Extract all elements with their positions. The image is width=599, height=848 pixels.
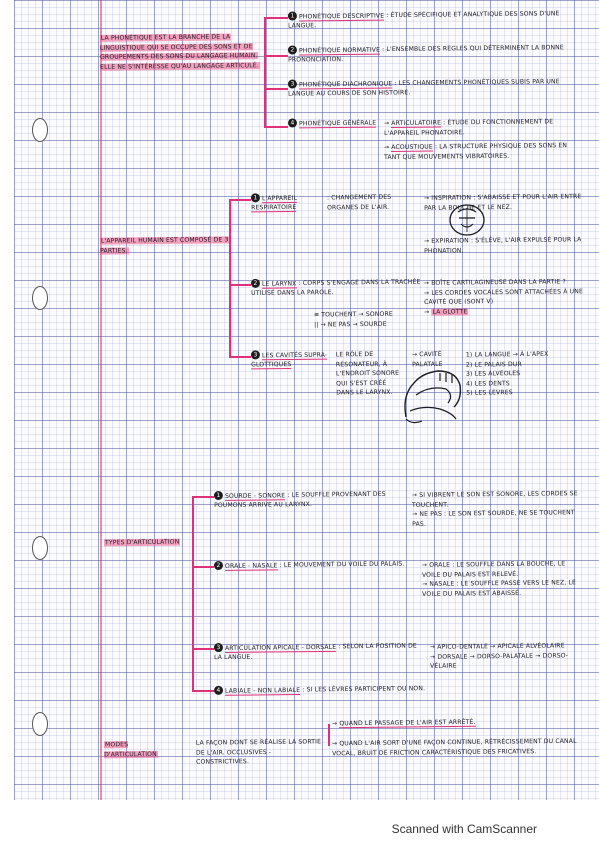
branch-desc: L'ENSEMBLE DES RÈGLES QUI DÉTERMINENT LA BONNE PRONONCIATION.	[288, 44, 564, 64]
bracket-line	[229, 199, 251, 201]
organ-item: 5) LES LÈVRES	[466, 389, 513, 397]
part-desc: CORPS S'ENGAGE DANS LA TRACHÉE UTILISÉ DANS LA PAROLE.	[251, 278, 421, 297]
number-badge: 1	[214, 491, 223, 500]
bracket-line	[264, 17, 266, 127]
part-desc: LE RÔLE DE RÉSONATEUR, À L'ENDROIT SONORE QUI S'EST CRÉÉ DANS LE LARYNX.	[335, 350, 400, 397]
bracket-line	[229, 199, 231, 356]
part-term: L'APPAREIL RESPIRATOIRE	[251, 194, 298, 212]
branch-4-articulatory: → ARTICULATOIRE : ÉTUDE DU FONCTIONNEMENT DE L'APPAREIL PHONATOIRE.	[383, 118, 554, 137]
expiration-text: EXPIRATION : S'ÉLÈVE, L'AIR EXPULSÉ POUR LA PHONATION.	[424, 236, 582, 255]
branch-term: PHONÉTIQUE GÉNÉRALE	[298, 119, 377, 127]
binder-hole	[32, 118, 48, 142]
branch-term: PHONÉTIQUE DESCRIPTIVE	[298, 12, 385, 20]
scanned-with-label: Scanned with CamScanner	[391, 822, 537, 836]
organs-head-text: CAVITÉ PALATALE	[412, 350, 443, 368]
sub-term: ACOUSTIQUE	[391, 143, 433, 151]
margin-line	[100, 0, 102, 800]
larynx-vibration-note	[314, 309, 414, 329]
type-term: LABIALE - NON LABIALE	[224, 686, 301, 695]
branch-4	[288, 118, 383, 129]
number-badge: 3	[214, 643, 223, 652]
bracket-line	[328, 724, 330, 746]
inspiration-text: INSPIRATION : S'ABAISSE ET POUR L'AIR ENTRE PAR LA BOUCHE ET LE NEZ.	[424, 193, 582, 212]
type-apicale-dorsale-notes	[430, 641, 584, 671]
bracket-line	[192, 648, 214, 650]
occlusive-text: QUAND LE PASSAGE DE L'AIR EST ARRÊTÉ.	[339, 718, 476, 728]
bracket-line	[192, 496, 214, 498]
bracket-line	[264, 88, 288, 90]
branch-term: PHONÉTIQUE NORMATIVE	[298, 46, 381, 54]
sub-term: ARTICULATOIRE	[391, 119, 442, 127]
organ-item: 3) LES ALVÉOLES	[465, 370, 521, 378]
glotte-text: LA GLOTTE	[432, 308, 468, 316]
bracket-line	[192, 566, 214, 568]
types-title-text: TYPES D'ARTICULATION	[104, 538, 180, 547]
bracket-line	[229, 284, 251, 286]
organ-item: 2) LE PALAIS DUR	[465, 360, 522, 369]
part-desc: CHANGEMENT DES ORGANES DE L'AIR.	[327, 193, 392, 212]
number-badge: 2	[214, 561, 223, 570]
type-term: ORALE - NASALE	[224, 561, 278, 570]
type-note-b: NASALE : LE SOUFFLE PASSE VERS LE NEZ, LE VOILE DU PALAIS EST ABAISSÉ.	[422, 579, 577, 598]
type-note-a: → APICO-DENTALE → APICALE ALVÉOLAIRE	[429, 642, 565, 651]
bracket-line	[264, 17, 288, 19]
organ-item: 4) LES DENTS	[466, 379, 510, 388]
bracket-line	[264, 55, 288, 57]
branch-desc: ÉTUDE SPÉCIFIQUE ET ANALYTIQUE DES SONS D'UNE LANGUE.	[288, 10, 560, 30]
binder-hole	[32, 286, 48, 310]
bracket-line	[229, 356, 251, 358]
notebook-page	[14, 0, 599, 800]
branch-2: 2 PHONÉTIQUE NORMATIVE : L'ENSEMBLE DES RÈGLES QUI DÉTERMINENT LA BONNE PRONONCIATION.	[288, 44, 564, 64]
number-badge: 2	[288, 45, 297, 54]
no-vibration-text: || → NE PAS → SOURDE	[314, 320, 387, 329]
part-term: LE LARYNX	[261, 279, 297, 288]
constrictive-text: QUAND L'AIR SORT D'UNE FAÇON CONTINUE, RÉTRÉCISSEMENT DU CANAL VOCAL, BRUIT DE FRICTION CARACTÉRISTIQUE DES FRICATIVES.	[332, 737, 577, 757]
expiration-note: → EXPIRATION : S'ÉLÈVE, L'AIR EXPULSÉ POUR LA PHONATION.	[423, 236, 582, 255]
type-note-b: NE PAS : LE SON EST SOURDE, NE SE TOUCHENT PAS.	[412, 509, 575, 528]
type-apicale-dorsale: 3 ARTICULATION APICALE - DORSALE : SELON LA POSITION DE LA LANGUE.	[214, 642, 417, 662]
appareil-title	[100, 235, 230, 256]
cordes-text: LES CORDES VOCALES SONT ATTACHÉES À UNE CAVITÉ QUE (SONT V)	[424, 287, 584, 307]
part-term: LES CAVITÉS SUPRA-GLOTTIQUES	[251, 351, 328, 369]
sub-desc: ÉTUDE DU FONCTIONNEMENT DE L'APPAREIL PHONATOIRE.	[384, 118, 554, 137]
type-note-b: → DORSALE → DORSO-PALATALE → DORSO-VÉLAIRE	[429, 651, 569, 670]
phonetics-definition	[100, 32, 260, 72]
type-note-a: ORALE : LE SOUFFLE DANS LA BOUCHE, LE VOILE DU PALAIS EST RELEVÉ.	[421, 560, 566, 579]
part-supraglottic-desc	[336, 350, 406, 399]
branch-desc: LES CHANGEMENTS PHONÉTIQUES SUBIS PAR UNE LANGUE AU COURS DE SON HISTOIRE.	[288, 78, 560, 98]
type-orale-nasale: 2 ORALE - NASALE : LE MOUVEMENT DU VOILE DU PALAIS.	[214, 559, 409, 571]
modes-desc	[196, 737, 326, 767]
organs-list	[466, 349, 584, 398]
modes-desc-text: LA FAÇON DONT SE RÉALISE LA SORTIE DE L'AIR. OCCLUSIVES - CONSTRICTIVES.	[195, 738, 322, 766]
type-orale-nasale-notes: → ORALE : LE SOUFFLE DANS LA BOUCHE, LE VOILE DU PALAIS EST RELEVÉ. → NASALE : LE SOUFFLE PASSE VERS LE NEZ, LE VOILE DU PALAIS EST ABAISSÉ.	[421, 560, 577, 598]
number-badge: 4	[288, 118, 297, 127]
definition-text: LA PHONÉTIQUE EST LA BRANCHE DE LA LINGUISTIQUE QUI SE OCCUPE DES SONS ET DE GROUPEMENTS DES SONS DU LANGAGE HUMAIN. ELLE NE S'INTÉRESSE QU'AU LANGAGE ARTICULÉ.	[99, 33, 259, 71]
number-badge: 4	[214, 686, 223, 695]
bracket-line	[192, 690, 214, 692]
appareil-title-text: L'APPAREIL HUMAIN EST COMPOSÉ DE 3 PARTIES.	[100, 236, 229, 255]
type-sourde-sonore: 1 SOURDE - SONORE : LE SOUFFLE PROVENANT DES POUMONS ARRIVE AU LARYNX.	[214, 490, 386, 510]
part-respiratory	[251, 193, 323, 213]
types-title	[104, 538, 184, 548]
branch-1: 1 PHONÉTIQUE DESCRIPTIVE : ÉTUDE SPÉCIFIQUE ET ANALYTIQUE DES SONS D'UNE LANGUE.	[288, 10, 560, 30]
sub-desc: LA STRUCTURE PHYSIQUE DES SONS EN TANT QUE MOUVEMENTS VIBRATOIRES.	[384, 142, 568, 161]
scan-footer	[0, 800, 599, 848]
type-desc: SI LES LÈVRES PARTICIPENT OU NON.	[306, 685, 426, 694]
vocal-tract-sketch-icon	[400, 355, 466, 427]
inspiration-note: → INSPIRATION : S'ABAISSE ET POUR L'AIR ENTRE PAR LA BOUCHE ET LE NEZ.	[423, 193, 582, 212]
type-labiale: 4 LABIALE - NON LABIALE : SI LES LÈVRES PARTICIPENT OU NON.	[214, 682, 574, 696]
larynx-notes: → BOÎTE CARTILAGINEUSE DANS LA PARTIE ? → LES CORDES VOCALES SONT ATTACHÉES À UNE CAVITÉ QUE (SONT V) → LA GLOTTE	[423, 278, 584, 316]
organs-head: → CAVITÉ PALATALE	[411, 350, 443, 368]
type-desc: SELON LA POSITION DE LA LANGUE.	[214, 642, 417, 662]
type-note-a: SI VIBRENT LE SON EST SONORE, LES CORDES SE TOUCHENT.	[411, 490, 578, 509]
vibration-text: ≡ TOUCHENT → SONORE	[313, 310, 393, 319]
number-badge: 2	[251, 279, 260, 288]
type-term: ARTICULATION APICALE - DORSALE	[224, 643, 337, 652]
organ-item: 1) LA LANGUE → À L'APEX	[465, 350, 549, 359]
branch-term: PHONÉTIQUE DIACHRONIQUE	[298, 79, 393, 88]
type-desc: LE SOUFFLE PROVENANT DES POUMONS ARRIVE AU LARYNX.	[214, 490, 386, 510]
modes-constrictive: → QUAND L'AIR SORT D'UNE FAÇON CONTINUE, RÉTRÉCISSEMENT DU CANAL VOCAL, BRUIT DE FRICTION CARACTÉRISTIQUE DES FRICATIVES.	[331, 737, 577, 757]
type-term: SOURDE - SONORE	[224, 491, 286, 500]
part-supraglottic	[251, 350, 331, 371]
number-badge: 3	[288, 79, 297, 88]
bracket-line	[192, 496, 194, 690]
boite-text: BOÎTE CARTILAGINEUSE DANS LA PARTIE ?	[431, 278, 566, 287]
number-badge: 3	[251, 350, 260, 359]
number-badge: 1	[288, 11, 297, 20]
modes-title	[104, 740, 184, 760]
binder-hole	[32, 536, 48, 560]
type-sourde-sonore-notes: → SI VIBRENT LE SON EST SONORE, LES CORDES SE TOUCHENT. → NE PAS : LE SON EST SOURDE, NE SE TOUCHENT PAS.	[411, 490, 578, 528]
head-sketch-icon	[446, 202, 488, 238]
part-respiratory-desc: : CHANGEMENT DES ORGANES DE L'AIR.	[326, 193, 392, 212]
binder-hole	[32, 712, 48, 736]
part-larynx: 2 LE LARYNX : CORPS S'ENGAGE DANS LA TRACHÉE UTILISÉ DANS LA PAROLE.	[251, 278, 421, 297]
type-desc: LE MOUVEMENT DU VOILE DU PALAIS.	[283, 560, 405, 569]
branch-4-acoustic: → ACOUSTIQUE : LA STRUCTURE PHYSIQUE DES SONS EN TANT QUE MOUVEMENTS VIBRATOIRES.	[383, 142, 568, 161]
modes-occlusive: → QUAND LE PASSAGE DE L'AIR EST ARRÊTÉ.	[331, 718, 476, 728]
bracket-line	[264, 126, 288, 128]
number-badge: 1	[251, 193, 260, 202]
modes-title-text: MODES D'ARTICULATION	[104, 741, 157, 759]
branch-3: 3 PHONÉTIQUE DIACHRONIQUE : LES CHANGEMENTS PHONÉTIQUES SUBIS PAR UNE LANGUE AU COURS DE SON HISTOIRE.	[288, 78, 560, 98]
